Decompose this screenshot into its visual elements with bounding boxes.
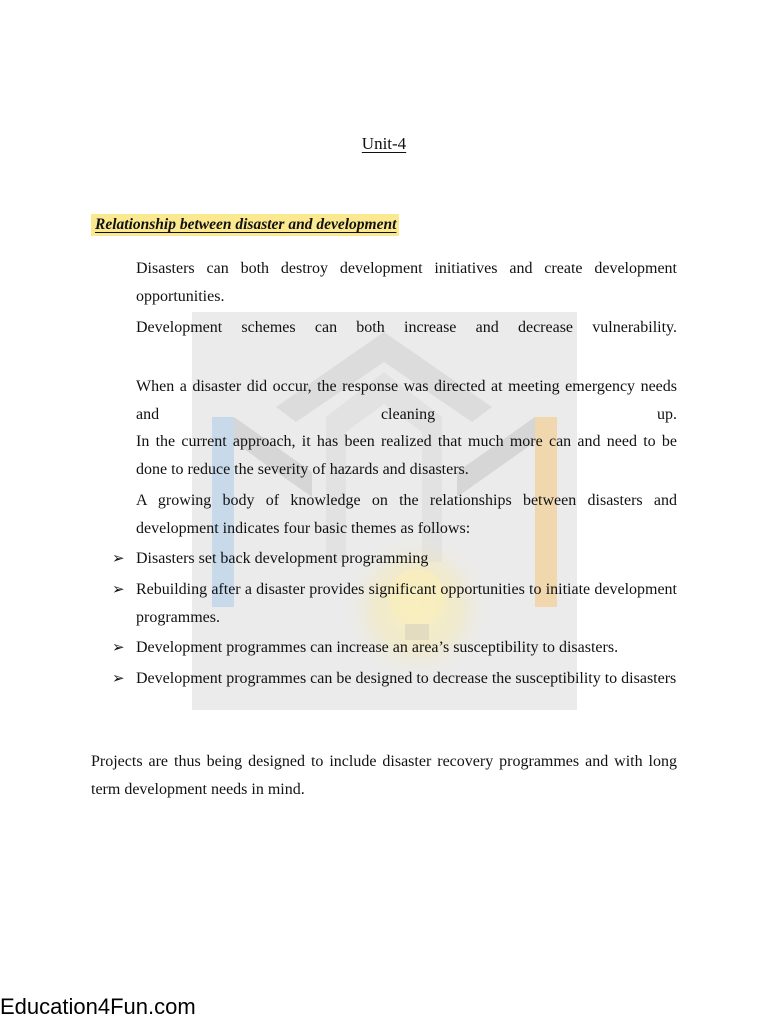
bullet-item	[112, 576, 677, 631]
arrow-bullet-icon: ➢	[112, 580, 125, 598]
arrow-bullet-icon: ➢	[112, 669, 125, 687]
arrow-bullet-icon: ➢	[112, 638, 125, 656]
bullet-text: Disasters set back development programming	[136, 550, 429, 567]
paragraph-disaster-response: When a disaster did occur, the response was directed at meeting emergency needs and cleaning up.	[136, 378, 677, 423]
paragraph-disasters-destroy-create: Disasters can both destroy development initiatives and create development opportunities.	[136, 260, 677, 305]
bullet-item	[112, 665, 677, 693]
section-heading: Relationship between disaster and development	[91, 214, 399, 236]
paragraph-current-approach: In the current approach, it has been realized that much more can and need to be done to reduce the severity of hazards and disasters.	[136, 433, 677, 478]
footer-brand: Education4Fun.com	[0, 994, 196, 1019]
arrow-bullet-icon: ➢	[112, 549, 125, 567]
bullet-text: Development programmes can increase an area’s susceptibility to disasters.	[136, 639, 619, 656]
bullet-item	[112, 634, 677, 662]
closing-paragraph: Projects are thus being designed to include disaster recovery programmes and with long term development needs in mind.	[91, 753, 677, 798]
paragraph-growing-knowledge: A growing body of knowledge on the relationships between disasters and development indicates four basic themes as follows:	[136, 492, 677, 537]
paragraph-development-schemes: Development schemes can both increase and decrease vulnerability.	[136, 319, 677, 336]
bullet-item	[112, 545, 677, 573]
unit-title: Unit-4	[361, 134, 407, 153]
bullet-text: Development programmes can be designed to decrease the susceptibility to disasters	[136, 670, 677, 687]
bullet-text: Rebuilding after a disaster provides significant opportunities to initiate development programmes.	[136, 581, 677, 626]
